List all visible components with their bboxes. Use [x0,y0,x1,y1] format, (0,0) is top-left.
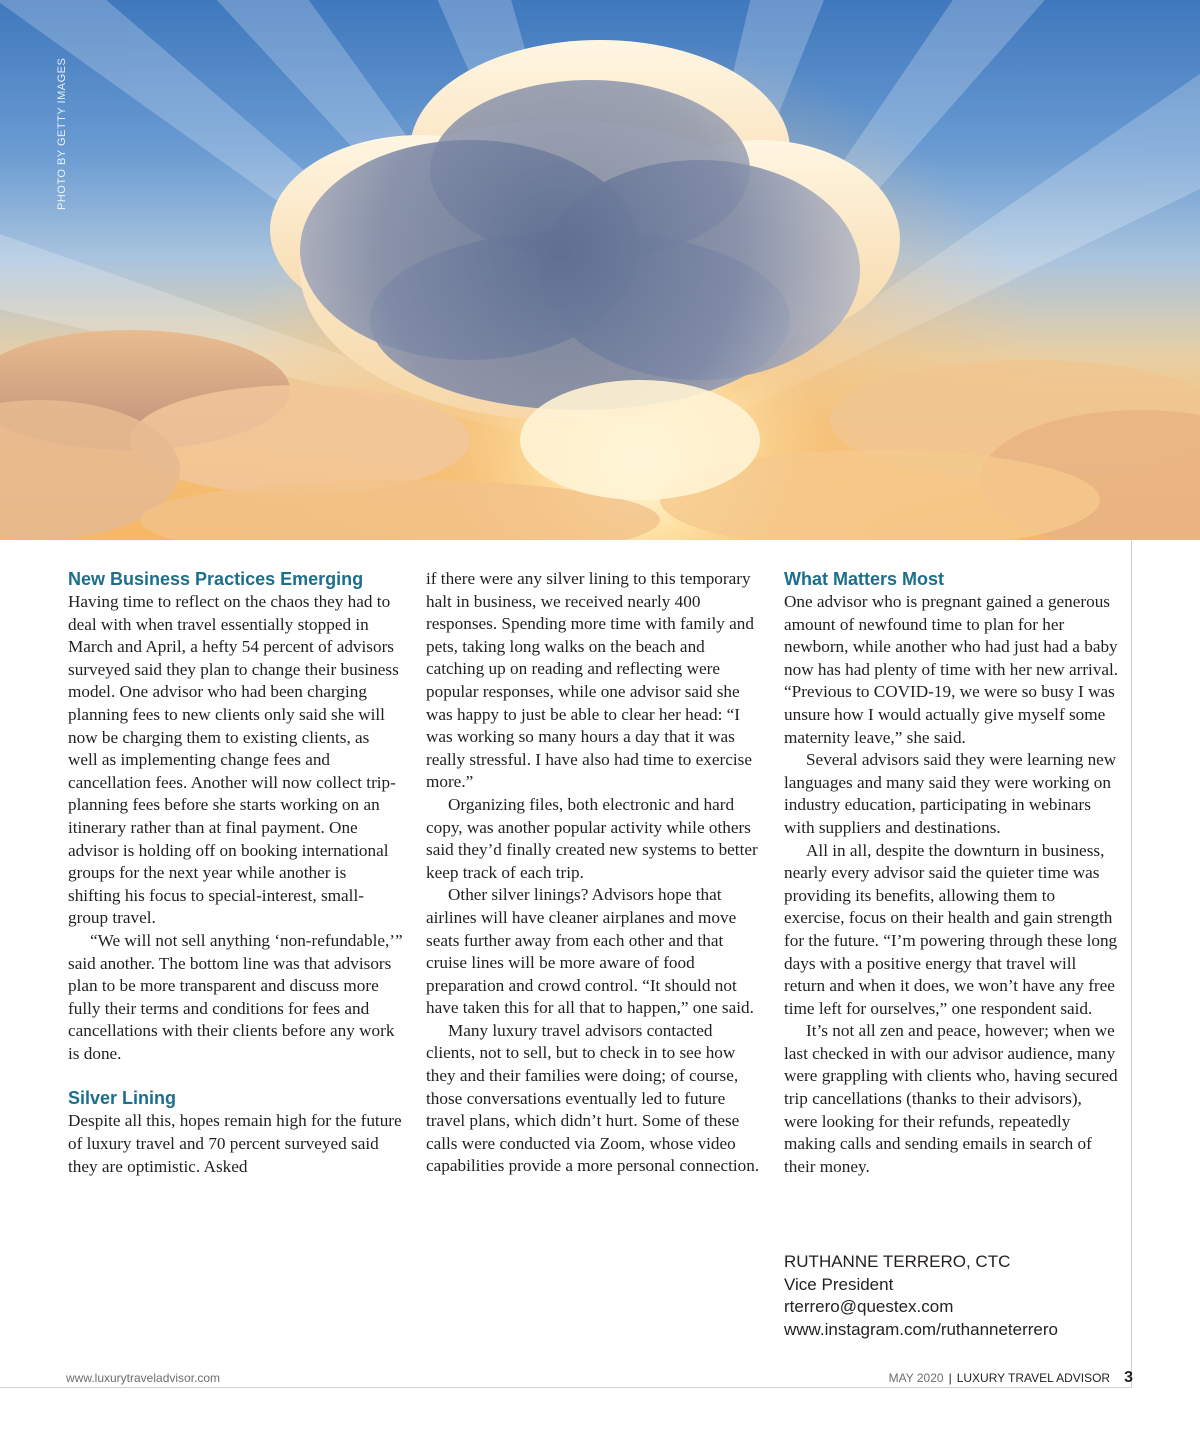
footer-website-link[interactable]: www.luxurytraveladvisor.com [66,1371,221,1385]
paragraph: “We will not sell anything ‘non-refundable,’” said another. The bottom line was that advisors plan to be more transparent and discuss more fully their terms and conditions for fees and cancellations with their clients before any work is done. [68,930,403,1063]
photo-credit: PHOTO BY GETTY IMAGES [56,57,68,210]
paragraph: One advisor who is pregnant gained a generous amount of newfound time to plan for her newborn, while another who had just had a baby now has had plenty of time with her new arrival. “Previous to COVID-19, we were so busy I was unsure how I would actually give myself some maternity leave,” she said. [784,592,1119,747]
footer-folio [889,1369,1133,1387]
publication-name: LUXURY TRAVEL ADVISOR [956,1371,1111,1385]
author-title: Vice President [784,1274,894,1294]
paragraph: Many luxury travel advisors contacted clients, not to sell, but to check in to see how they and their families were doing; of course, those conversations eventually led to future travel plans, which didn’t hurt. Some of these calls were conducted via Zoom, whose video capabilities provide a more personal connection. [426,1020,760,1176]
page-number: 3 [1124,1369,1133,1386]
paragraph: Despite all this, hopes remain high for the future of luxury travel and 70 percent surveyed said they are optimistic. Asked [68,1111,402,1176]
paragraph: if there were any silver lining to this temporary halt in business, we received nearly 400 responses. Spending more time with family and pets, taking long walks on the beach and catching up on reading and reflecting were popular responses, while one advisor said she was happy to just be able to clear her head: “I was working so many hours a day that it was really stressful. I have also had time to exercise more.” [426,569,754,792]
paragraph: All in all, despite the downturn in business, nearly every advisor said the quieter time was providing its benefits, allowing them to exercise, focus on their health and gain strength for the future. “I’m powering through these long days with a positive energy that travel will return and when it does, we won’t have any free time left for ourselves,” one respondent said. [784,840,1118,1018]
footer-divider [0,1387,1132,1388]
article-column-3 [784,568,1119,1178]
section-heading: New Business Practices Emerging [68,569,364,589]
article-column-2 [426,568,761,1178]
issue-date: MAY 2020 [888,1371,944,1385]
author-signature [784,1251,1058,1341]
paragraph: Organizing files, both electronic and hard copy, was another popular activity while others said they’d finally created new systems to better keep track of each trip. [426,794,758,882]
paragraph: It’s not all zen and peace, however; when we last checked in with our advisor audience, many were grappling with clients who, having secured trip cancellations (thanks to their advisors), were looking for their refunds, repeatedly making calls and sending emails in search of their money. [784,1021,1118,1176]
column-divider [1131,540,1132,1388]
author-instagram-link[interactable]: www.instagram.com/ruthanneterrero [784,1319,1059,1339]
paragraph: Other silver linings? Advisors hope that airlines will have cleaner airplanes and move seats further away from each other and that cruise lines will be more aware of food preparation and crowd control. “It should not have taken this for all that to happen,” one said. [426,885,754,1018]
author-email-link[interactable]: rterrero@questex.com [784,1297,954,1316]
sky-sun-clouds-illustration [0,0,1200,540]
author-name: RUTHANNE TERRERO, CTC [784,1252,1011,1271]
paragraph: Several advisors said they were learning new languages and many said they were working on industry education, participating in webinars with suppliers and destinations. [784,750,1117,837]
section-heading: What Matters Most [784,569,945,589]
folio-separator: | [948,1371,952,1385]
paragraph: Having time to reflect on the chaos they had to deal with when travel essentially stopped in March and April, a hefty 54 percent of advisors surveyed said they plan to change their business model. One advisor who had been charging planning fees to new clients only said she will now be charging them to existing clients, as well as implementing change fees and cancellation fees. Another will now collect trip-planning fees before she starts working on an itinerary rather than at final payment. One advisor is holding off on booking international groups for the next year while another is shifting his focus to special-interest, small-group travel. [68,592,399,928]
article-column-1 [68,568,403,1178]
section-heading: Silver Lining [68,1088,177,1109]
hero-photo [0,0,1200,540]
